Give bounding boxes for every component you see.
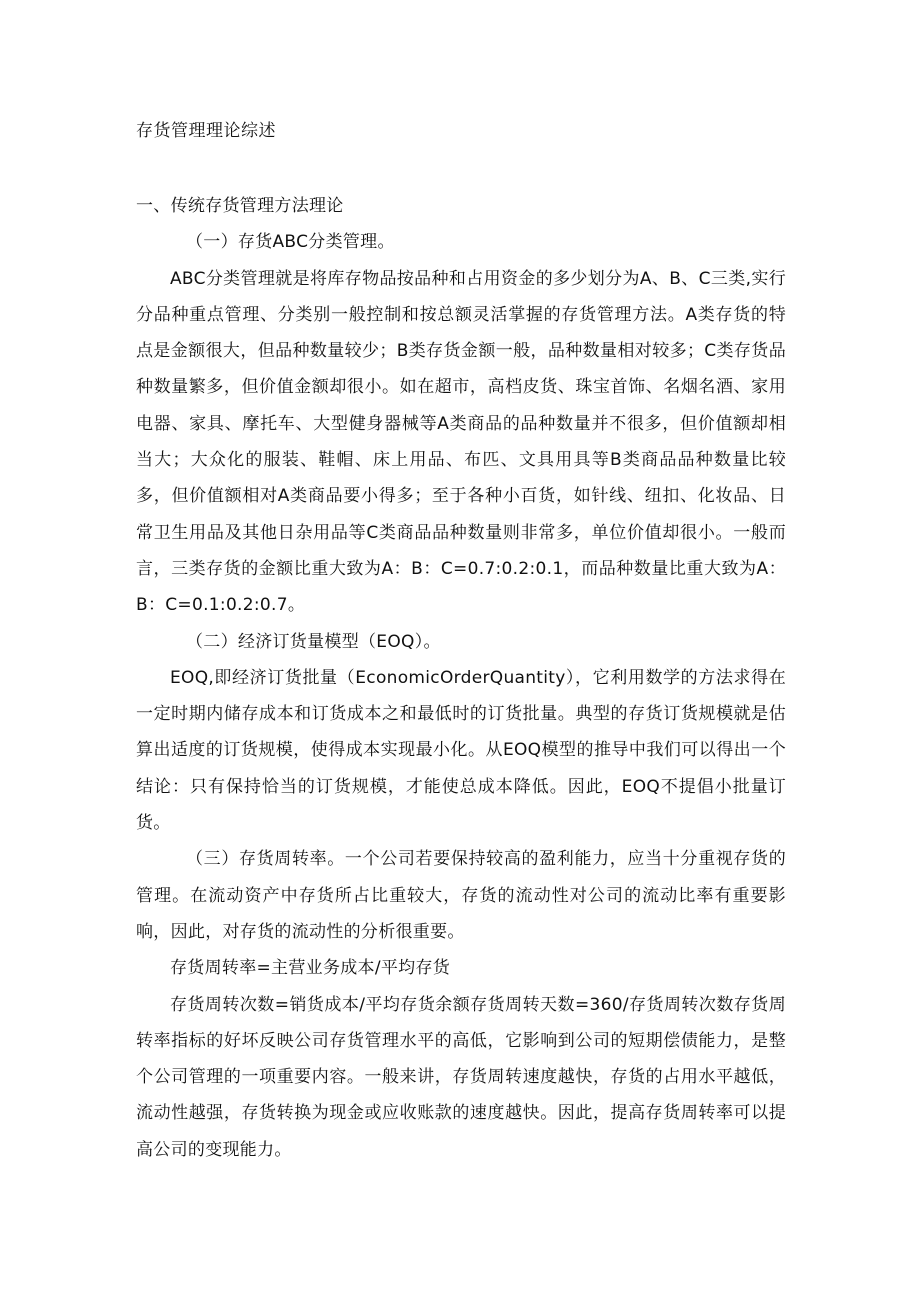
paragraph-abc: ABC分类管理就是将库存物品按品种和占用资金的多少划分为A、B、C三类,实行分品种重点管理、分类别一般控制和按总额灵活掌握的存货管理方法。A类存货的特点是金额很大，但品种数量较少；B类存货金额一般，品种数量相对较多；C类存货品种数量繁多，但价值金额却很小。如在超市，高档皮货、珠宝首饰、名烟名酒、家用电器、家具、摩托车、大型健身器械等A类商品的品种数量并不很多，但价值额却相当大；大众化的服装、鞋帽、床上用品、布匹、文具用具等B类商品品种数量比较多，但价值额相对A类商品要小得多；至于各种小百货，如针线、纽扣、化妆品、日常卫生用品及其他日杂用品等C类商品品种数量则非常多，单位价值却很小。一般而言，三类存货的金额比重大致为A：B：C=0.7:0.2:0.1，而品种数量比重大致为A：B：C=0.1:0.2:0.7。 bbox=[136, 268, 786, 616]
page-title: 存货管理理论综述 bbox=[136, 121, 276, 141]
document-body bbox=[136, 188, 786, 1168]
formula-turnover-rate: 存货周转率=主营业务成本/平均存货 bbox=[170, 958, 451, 979]
section-heading-traditional-methods: 一、传统存货管理方法理论 bbox=[136, 196, 344, 216]
paragraph-eoq: EOQ,即经济订货批量（EconomicOrderQuantity），它利用数学的方法求得在一定时期内储存成本和订货成本之和最低时的订货批量。典型的存货订货规模就是估算出适度的订货规模，使得成本实现最小化。从EOQ模型的推导中我们可以得出一个结论：只有保持恰当的订货规模，才能使总成本降低。因此，EOQ不提倡小批量订货。 bbox=[136, 667, 786, 834]
paragraph-turnover-details: 存货周转次数=销货成本/平均存货余额存货周转天数=360/存货周转次数存货周转率指标的好坏反映公司存货管理水平的高低，它影响到公司的短期偿债能力，是整个公司管理的一项重要内容。一般来讲，存货周转速度越快，存货的占用水平越低，流动性越强，存货转换为现金或应收账款的速度越快。因此，提高存货周转率可以提高公司的变现能力。 bbox=[136, 994, 786, 1160]
paragraph-turnover: （三）存货周转率。一个公司若要保持较高的盈利能力，应当十分重视存货的管理。在流动资产中存货所占比重较大，存货的流动性对公司的流动比率有重要影响，因此，对存货的流动性的分析很重要。 bbox=[136, 849, 786, 942]
subsection-heading-abc: （一）存货ABC分类管理。 bbox=[186, 232, 395, 253]
subsection-heading-eoq: （二）经济订货量模型（EOQ）。 bbox=[186, 631, 441, 652]
